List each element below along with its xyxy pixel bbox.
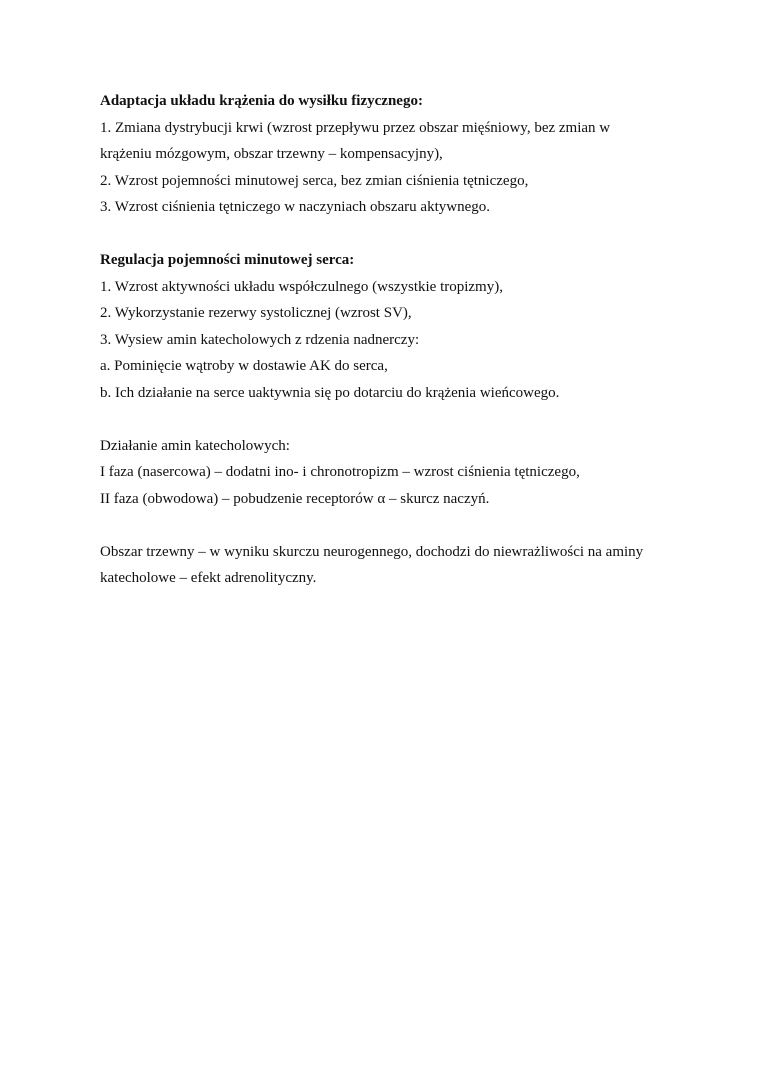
text-line: 2. Wzrost pojemności minutowej serca, bez zmian ciśnienia tętniczego, [100, 172, 529, 189]
section-heading: Adaptacja układu krążenia do wysiłku fizycznego: [100, 93, 423, 109]
section-cardiac-output-regulation [100, 247, 700, 406]
text-line: 1. Wzrost aktywności układu współczulnego (wszystkie tropizmy), [100, 278, 503, 295]
text-line: 3. Wzrost ciśnienia tętniczego w naczyniach obszaru aktywnego. [100, 199, 490, 215]
text-line: katecholowe – efekt adrenolityczny. [100, 570, 317, 586]
text-line: 3. Wysiew amin katecholowych z rdzenia nadnerczy: [100, 331, 420, 348]
text-line: I faza (nasercowa) – dodatni ino- i chronotropizm – wzrost ciśnienia tętniczego, [100, 464, 580, 480]
section-heading: Działanie amin katecholowych: [100, 437, 290, 454]
section-catecholamine-action [100, 433, 700, 513]
text-line: II faza (obwodowa) – pobudzenie receptorów α – skurcz naczyń. [100, 490, 490, 507]
section-circulatory-adaptation [100, 88, 700, 221]
section-splanchnic-area [100, 539, 700, 592]
text-line: krążeniu mózgowym, obszar trzewny – kompensacyjny), [100, 146, 443, 162]
text-line: 1. Zmiana dystrybucji krwi (wzrost przepływu przez obszar mięśniowy, bez zmian w [100, 119, 611, 136]
document-page [100, 88, 700, 592]
text-line: a. Pominięcie wątroby w dostawie AK do serca, [100, 358, 388, 374]
text-line: Obszar trzewny – w wyniku skurczu neurogennego, dochodzi do niewrażliwości na aminy [100, 543, 644, 560]
text-line: b. Ich działanie na serce uaktywnia się po dotarciu do krążenia wieńcowego. [100, 384, 560, 401]
text-line: 2. Wykorzystanie rezerwy systolicznej (wzrost SV), [100, 305, 412, 321]
section-heading: Regulacja pojemności minutowej serca: [100, 252, 355, 268]
